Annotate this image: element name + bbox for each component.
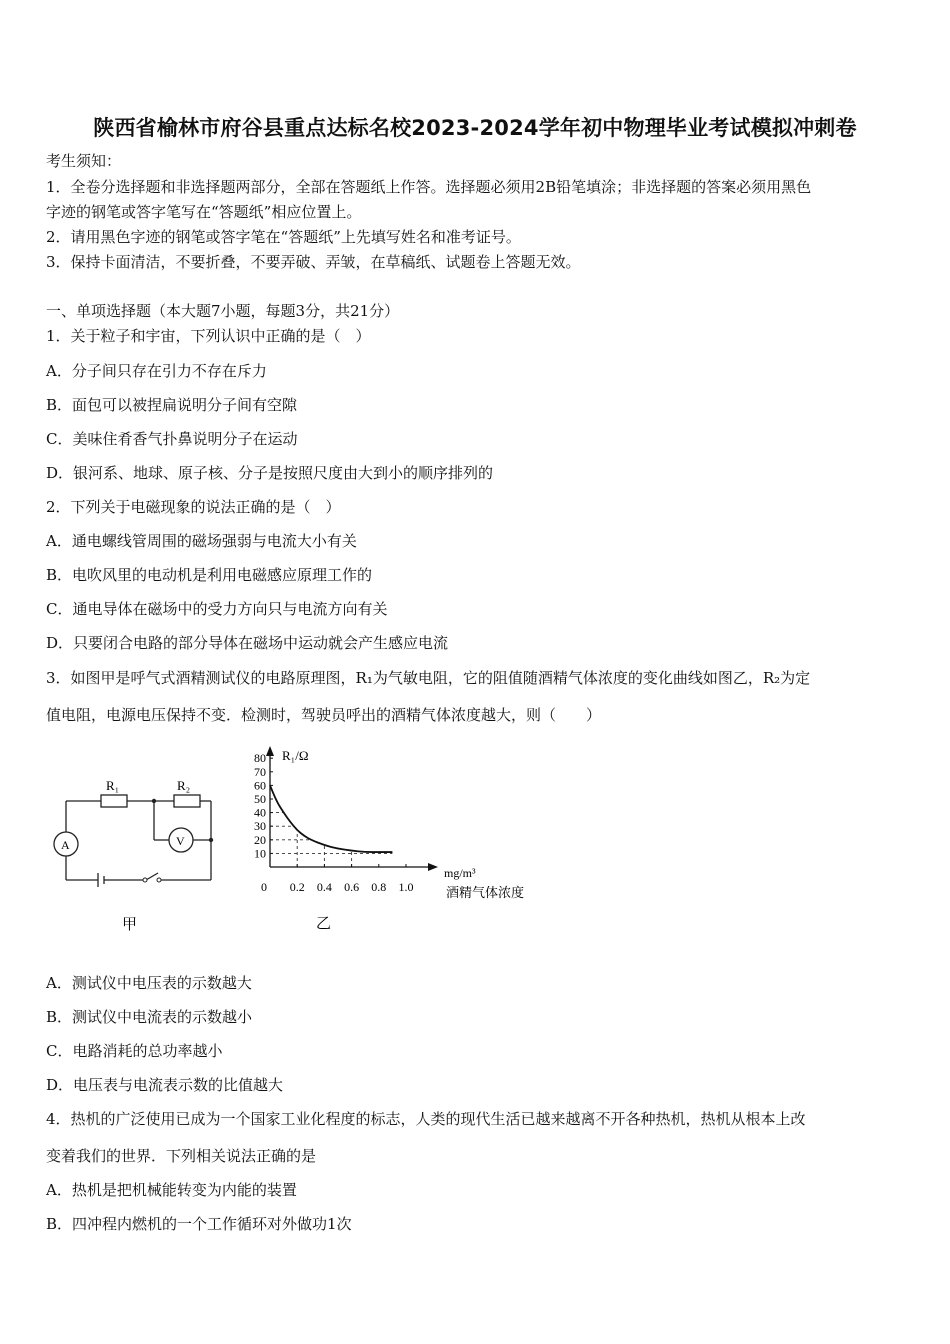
notice-item-1-cont: 字迹的钢笔或答字笔写在“答题纸”相应位置上。 xyxy=(46,203,362,221)
switch-blade xyxy=(146,873,158,880)
question-4-option-a: A．热机是把机械能转变为内能的装置 xyxy=(46,1181,297,1199)
junction-dot xyxy=(152,799,156,803)
notice-heading: 考生须知： xyxy=(46,152,122,170)
resistor-r2 xyxy=(174,795,200,807)
chart-origin-label: 0 xyxy=(261,880,267,894)
circuit-diagram xyxy=(46,766,226,941)
x-tick-label: 0.6 xyxy=(344,880,360,894)
x-axis-arrow xyxy=(428,863,438,871)
page-title: 陕西省榆林市府谷县重点达标名校2023-2024学年初中物理毕业考试模拟冲刺卷 xyxy=(93,116,857,140)
section-heading: 一、单项选择题（本大题7小题，每题3分，共21分） xyxy=(46,302,400,320)
switch-contact xyxy=(143,878,147,882)
question-1-option-c: C．美味住肴香气扑鼻说明分子在运动 xyxy=(46,430,298,448)
x-tick-label: 0.2 xyxy=(289,880,305,894)
question-4-option-b: B．四冲程内燃机的一个工作循环对外做功1次 xyxy=(46,1215,352,1233)
question-1-option-a: A．分子间只存在引力不存在斥力 xyxy=(46,362,267,380)
y-tick-label: 50 xyxy=(254,792,266,806)
y-tick-label: 70 xyxy=(254,764,266,779)
question-1-option-d: D．银河系、地球、原子核、分子是按照尺度由大到小的顺序排列的 xyxy=(46,464,494,482)
y-tick-label: 20 xyxy=(254,832,266,847)
r1-label: R₁ xyxy=(106,778,120,793)
resistor-r1 xyxy=(101,795,127,807)
r2-label: R₂ xyxy=(177,778,191,793)
x-tick-label: 0.4 xyxy=(316,880,332,894)
chart-ticks xyxy=(254,751,414,894)
x-tick-label: 0.8 xyxy=(371,880,387,894)
y-tick-label: 80 xyxy=(254,751,266,766)
x-tick-label: 1.0 xyxy=(398,880,414,894)
question-3-stem-line1: 3．如图甲是呼气式酒精测试仪的电路原理图，R₁为气敏电阻，它的阻值随酒精气体浓度的变化曲线如图乙，R₂为定 xyxy=(46,669,811,687)
question-3-option-b: B．测试仪中电流表的示数越小 xyxy=(46,1008,253,1026)
question-3-option-a: A．测试仪中电压表的示数越大 xyxy=(46,974,252,992)
y-tick-label: 30 xyxy=(254,819,266,834)
y-axis-arrow xyxy=(266,746,274,756)
notice-item-2: 2．请用黑色字迹的钢笔或答字笔在“答题纸”上先填写姓名和准考证号。 xyxy=(46,228,521,246)
chart-grid xyxy=(270,813,392,867)
notice-item-1: 1．全卷分选择题和非选择题两部分，全部在答题纸上作答。选择题必须用2B铅笔填涂；非选择题的答案必须用黑色 xyxy=(46,178,812,196)
chart-ylabel: R₁/Ω xyxy=(282,748,309,763)
ammeter-label: A xyxy=(61,838,70,852)
voltmeter-label: V xyxy=(176,834,185,848)
question-3-option-c: C．电路消耗的总功率越小 xyxy=(46,1042,223,1060)
switch-contact xyxy=(157,878,161,882)
question-2-option-b: B．电吹风里的电动机是利用电磁感应原理工作的 xyxy=(46,566,373,584)
question-1-stem: 1．关于粒子和宇宙，下列认识中正确的是（ ） xyxy=(46,327,371,345)
question-3-option-d: D．电压表与电流表示数的比值越大 xyxy=(46,1076,284,1094)
resistance-chart xyxy=(246,740,546,940)
chart-caption: 乙 xyxy=(316,916,332,932)
y-tick-label: 10 xyxy=(254,846,266,861)
question-3-stem-line2: 值电阻，电源电压保持不变．检测时，驾驶员呼出的酒精气体浓度越大，则（ ） xyxy=(46,706,602,724)
circuit-caption: 甲 xyxy=(122,917,138,933)
question-2-option-c: C．通电导体在磁场中的受力方向只与电流方向有关 xyxy=(46,600,388,618)
chart-xlabel: 酒精气体浓度 xyxy=(446,885,525,900)
chart-series-line xyxy=(270,785,392,852)
question-4-stem-line2: 变着我们的世界．下列相关说法正确的是 xyxy=(46,1147,317,1165)
y-tick-label: 40 xyxy=(254,805,266,820)
question-4-stem-line1: 4．热机的广泛使用已成为一个国家工业化程度的标志，人类的现代生活已越来越离不开各种热机，热机从根本上改 xyxy=(46,1110,806,1128)
question-2-option-d: D．只要闭合电路的部分导体在磁场中运动就会产生感应电流 xyxy=(46,634,449,652)
question-2-option-a: A．通电螺线管周围的磁场强弱与电流大小有关 xyxy=(46,532,357,550)
y-tick-label: 60 xyxy=(254,778,266,793)
notice-item-3: 3．保持卡面清洁，不要折叠，不要弄破、弄皱，在草稿纸、试题卷上答题无效。 xyxy=(46,253,581,271)
question-2-stem: 2．下列关于电磁现象的说法正确的是（ ） xyxy=(46,498,341,516)
question-1-option-b: B．面包可以被捏扁说明分子间有空隙 xyxy=(46,396,298,414)
junction-dot xyxy=(209,838,213,842)
chart-xlabel-unit: mg/m³ xyxy=(444,866,476,880)
